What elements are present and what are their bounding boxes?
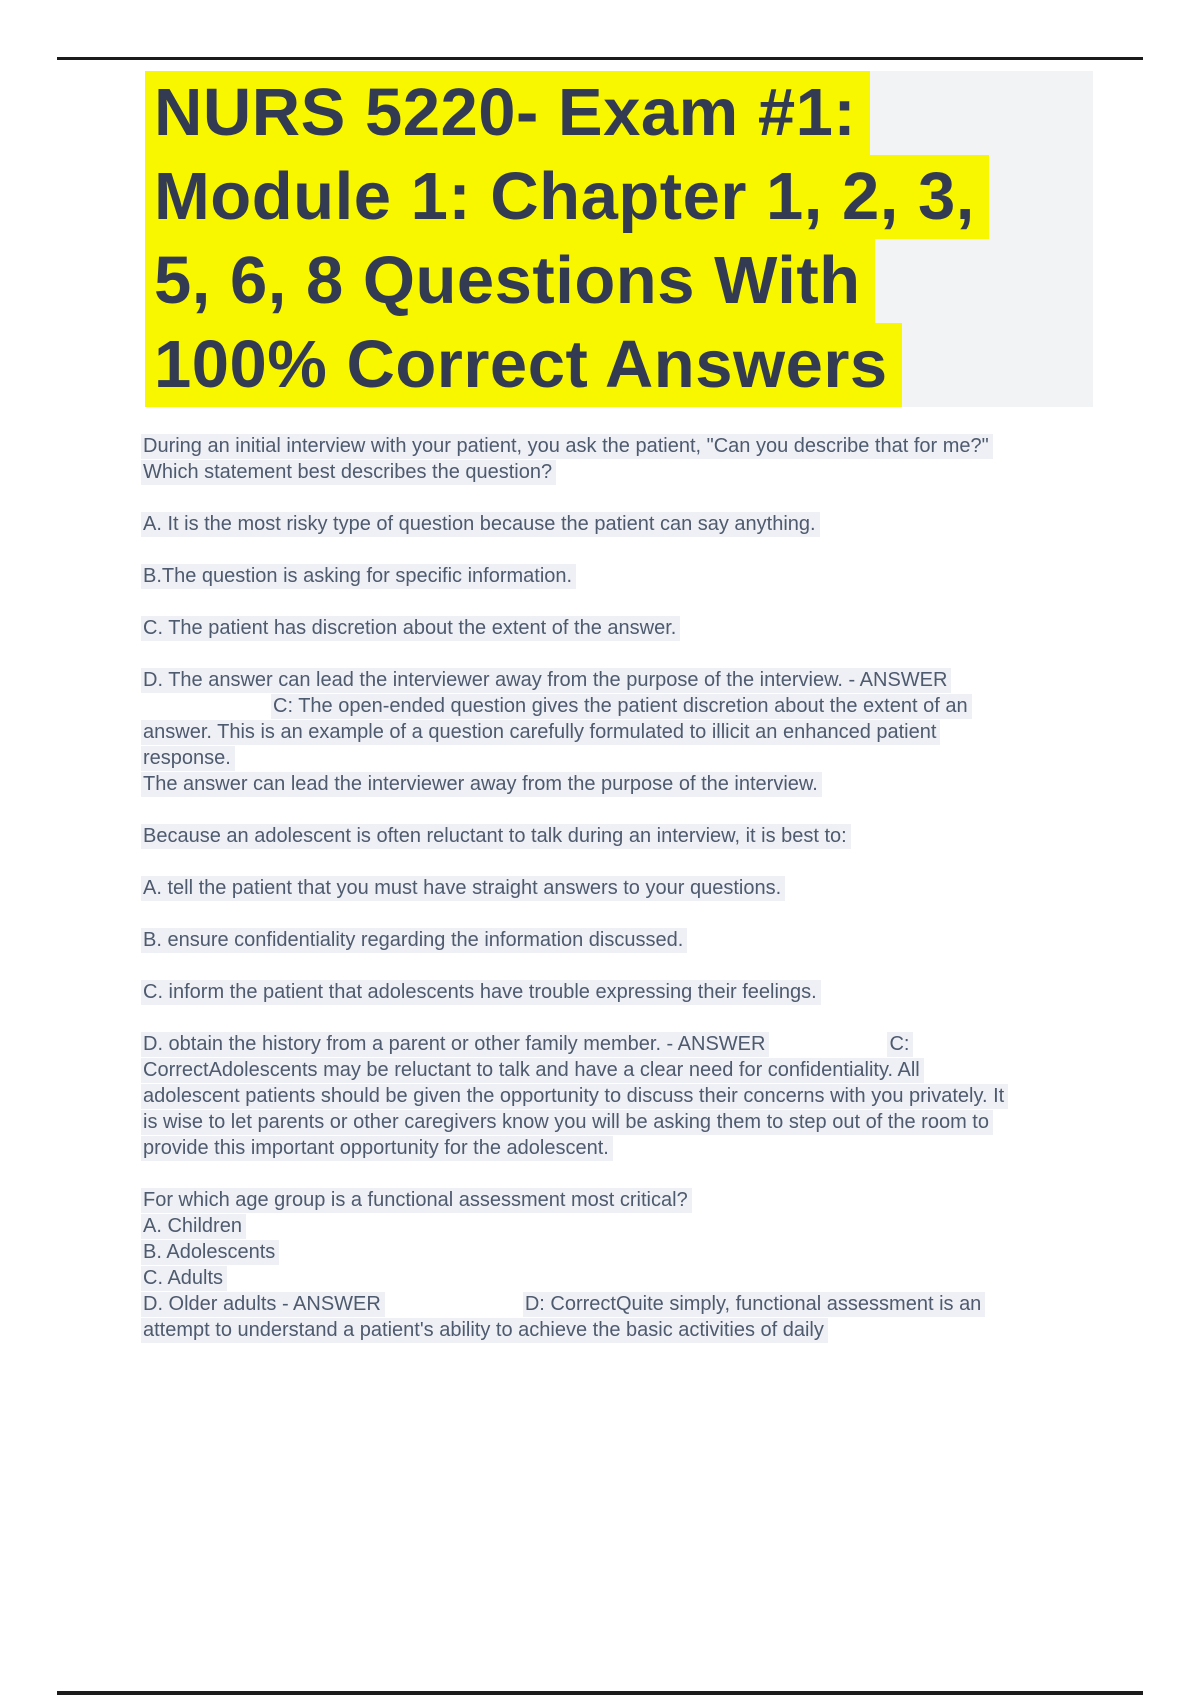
highlighted-text: A. tell the patient that you must have straight answers to your questions. xyxy=(141,876,785,901)
highlighted-text: C: CorrectAdolescents may be reluctant to talk and have a clear need for confidentiality. All adolescent patients should be given the opportunity to discuss their concerns with you privately. It is wise to let parents or other caregivers know you will be asking them to step out of the room to provide this important opportunity for the adolescent. xyxy=(141,1032,1008,1161)
title-highlight: Module 1: Chapter 1, 2, 3, xyxy=(145,155,989,239)
highlighted-text: The answer can lead the interviewer away from the purpose of the interview. xyxy=(141,772,822,797)
highlighted-text: For which age group is a functional assessment most critical? xyxy=(141,1188,692,1213)
highlighted-text: A. Children xyxy=(141,1214,246,1239)
title-line xyxy=(145,239,1093,323)
highlighted-text: D: CorrectQuite simply, functional assessment is an attempt to understand a patient's ability to achieve the basic activities of daily xyxy=(141,1292,985,1343)
highlighted-text: C. The patient has discretion about the extent of the answer. xyxy=(141,616,680,641)
answer-gap-spacer xyxy=(769,1049,889,1050)
highlighted-text: B.The question is asking for specific information. xyxy=(141,564,576,589)
top-divider xyxy=(57,57,1143,60)
question-2 xyxy=(143,823,1011,849)
answer-gap-spacer xyxy=(385,1309,525,1310)
answer-gap-spacer xyxy=(143,711,273,712)
highlighted-text: C. inform the patient that adolescents have trouble expressing their feelings. xyxy=(141,980,821,1005)
highlighted-text: D. obtain the history from a parent or other family member. - ANSWER xyxy=(141,1032,769,1057)
question-1-option-a xyxy=(143,511,1011,537)
highlighted-text: B. Adolescents xyxy=(141,1240,279,1265)
title-line xyxy=(145,155,1093,239)
document-title xyxy=(145,71,1093,407)
question-1-option-c xyxy=(143,615,1011,641)
document-body xyxy=(143,433,1011,1343)
highlighted-text: B. ensure confidentiality regarding the information discussed. xyxy=(141,928,687,953)
question-1-option-b xyxy=(143,563,1011,589)
highlighted-text: C. Adults xyxy=(141,1266,227,1291)
highlighted-text: D. The answer can lead the interviewer away from the purpose of the interview. - ANSWER xyxy=(141,668,951,693)
question-3-with-options-and-answer xyxy=(143,1187,1011,1343)
question-2-option-d-with-answer xyxy=(143,1031,1011,1161)
highlighted-text: During an initial interview with your patient, you ask the patient, "Can you describe that for me?" Which statement best describes the question? xyxy=(141,434,993,485)
highlighted-text: A. It is the most risky type of question because the patient can say anything. xyxy=(141,512,820,537)
question-2-option-b xyxy=(143,927,1011,953)
title-line xyxy=(145,71,1093,155)
question-1-option-d-with-answer xyxy=(143,667,1011,797)
question-2-option-c xyxy=(143,979,1011,1005)
question-2-option-a xyxy=(143,875,1011,901)
title-highlight: 5, 6, 8 Questions With xyxy=(145,239,875,323)
highlighted-text: D. Older adults - ANSWER xyxy=(141,1292,385,1317)
highlighted-text: C: The open-ended question gives the patient discretion about the extent of an answer. This is an example of a question carefully formulated to illicit an enhanced patient response. xyxy=(141,694,972,771)
title-highlight: NURS 5220- Exam #1: xyxy=(145,71,870,155)
question-1 xyxy=(143,433,1011,485)
title-highlight: 100% Correct Answers xyxy=(145,323,902,407)
bottom-divider xyxy=(57,1691,1143,1695)
highlighted-text: Because an adolescent is often reluctant to talk during an interview, it is best to: xyxy=(141,824,851,849)
title-line xyxy=(145,323,1093,407)
